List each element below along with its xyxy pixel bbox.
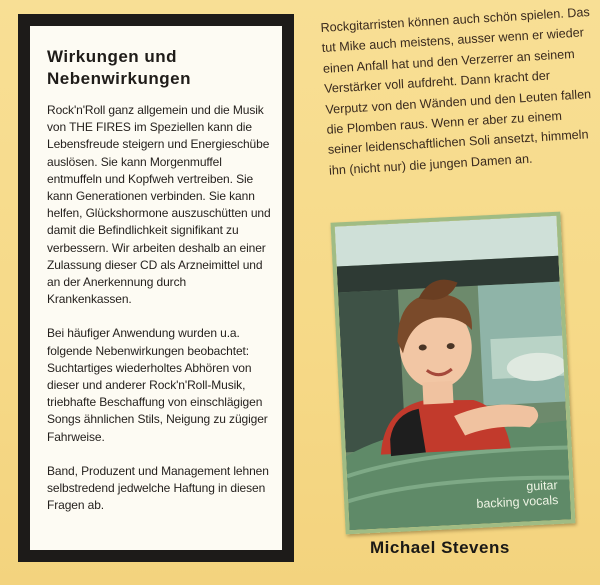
notice-title: Wirkungen und Nebenwirkungen: [47, 47, 191, 88]
musician-photo: [331, 212, 576, 535]
notice-box: [18, 14, 294, 562]
musician-story: Rockgitarristen können auch schön spielen. Das tut Mike auch meistens, ausser wenn er wieder einen Anfall hat und den Verzerrer an seinem Verstärker voll aufdreht. Dann kracht der Verputz von den Wänden und den Leuten fallen die Plomben raus. Wenn er aber zu einem seiner leidenschaftlichen Soli ansetzt, himmeln ihn (nicht nur) die jungen Damen an.: [320, 5, 592, 178]
member-name: Michael Stevens: [370, 538, 510, 557]
notice-paragraph-liability: Band, Produzent und Management lehnen selbstredend jedwelche Haftung in diesen Fragen ab.: [47, 463, 269, 513]
notice-box-content: [30, 26, 282, 550]
notice-paragraph-effects: Rock'n'Roll ganz allgemein und die Musik von THE FIRES im Speziellen kann die Lebensfreude steigern und Energieschübe auslösen. Sie kann Morgenmuffel entmuffeln und Kopfweh vertreiben. Sie kann Generationen verbinden. Sie kann helfen, Glückshormone auszuschütten und damit die Befindlichkeit signifikant zu verbessern. Wir arbeiten deshalb an einer Zulassung dieser CD als Arzneimittel und an der Anerkennung durch Krankenkassen.: [47, 103, 271, 307]
photo-caption: [475, 478, 558, 512]
caption-role-secondary: backing vocals: [476, 493, 559, 512]
notice-paragraph-side-effects: Bei häufiger Anwendung wurden u.a. folgende Nebenwirkungen beobachtet: Suchtartiges wiederholtes Abhören von dieser und anderer Rock'n'Roll-Musik, triebhafte Beschaffung von einschlägigen Songs ähnlichen Stils, Neigung zu zügiger Fahrweise.: [47, 326, 268, 444]
caption-role: guitar: [526, 478, 558, 494]
